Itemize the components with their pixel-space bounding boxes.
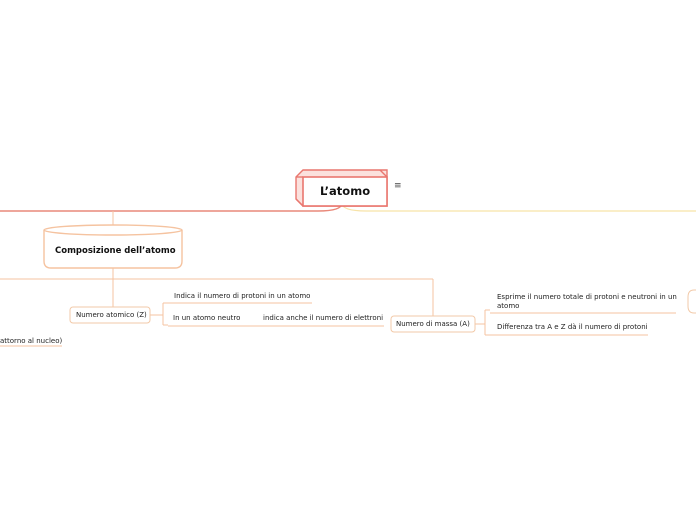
atomic-number-label: Numero atomico (Z) — [76, 311, 147, 319]
menu-icon[interactable]: ≡ — [394, 181, 402, 191]
total-count-label-line2[interactable]: atomo — [497, 302, 520, 310]
protons-count-label[interactable]: Indica il numero di protoni in un atomo — [174, 292, 311, 300]
mass-number-label: Numero di massa (A) — [396, 320, 470, 328]
right-edge-node-fragment — [688, 290, 696, 313]
total-count-label-line1[interactable]: Esprime il numero totale di protoni e neutroni in un — [497, 293, 677, 301]
main-topic-title: Composizione dell’atomo — [55, 246, 176, 256]
electrons-count-label[interactable]: indica anche il numero di elettroni — [263, 314, 384, 322]
difference-label[interactable]: Differenza tra A e Z dà il numero di protoni — [497, 323, 648, 331]
root-title: L’atomo — [320, 184, 371, 198]
left-cut-label[interactable]: attorno al nucleo) — [0, 337, 63, 345]
root-left-branch-line — [0, 203, 342, 211]
neutral-atom-label[interactable]: In un atomo neutro — [173, 314, 241, 322]
atomic-number-branch — [150, 303, 168, 325]
root-right-branch-line — [342, 203, 696, 211]
mass-number-branch — [475, 310, 490, 335]
